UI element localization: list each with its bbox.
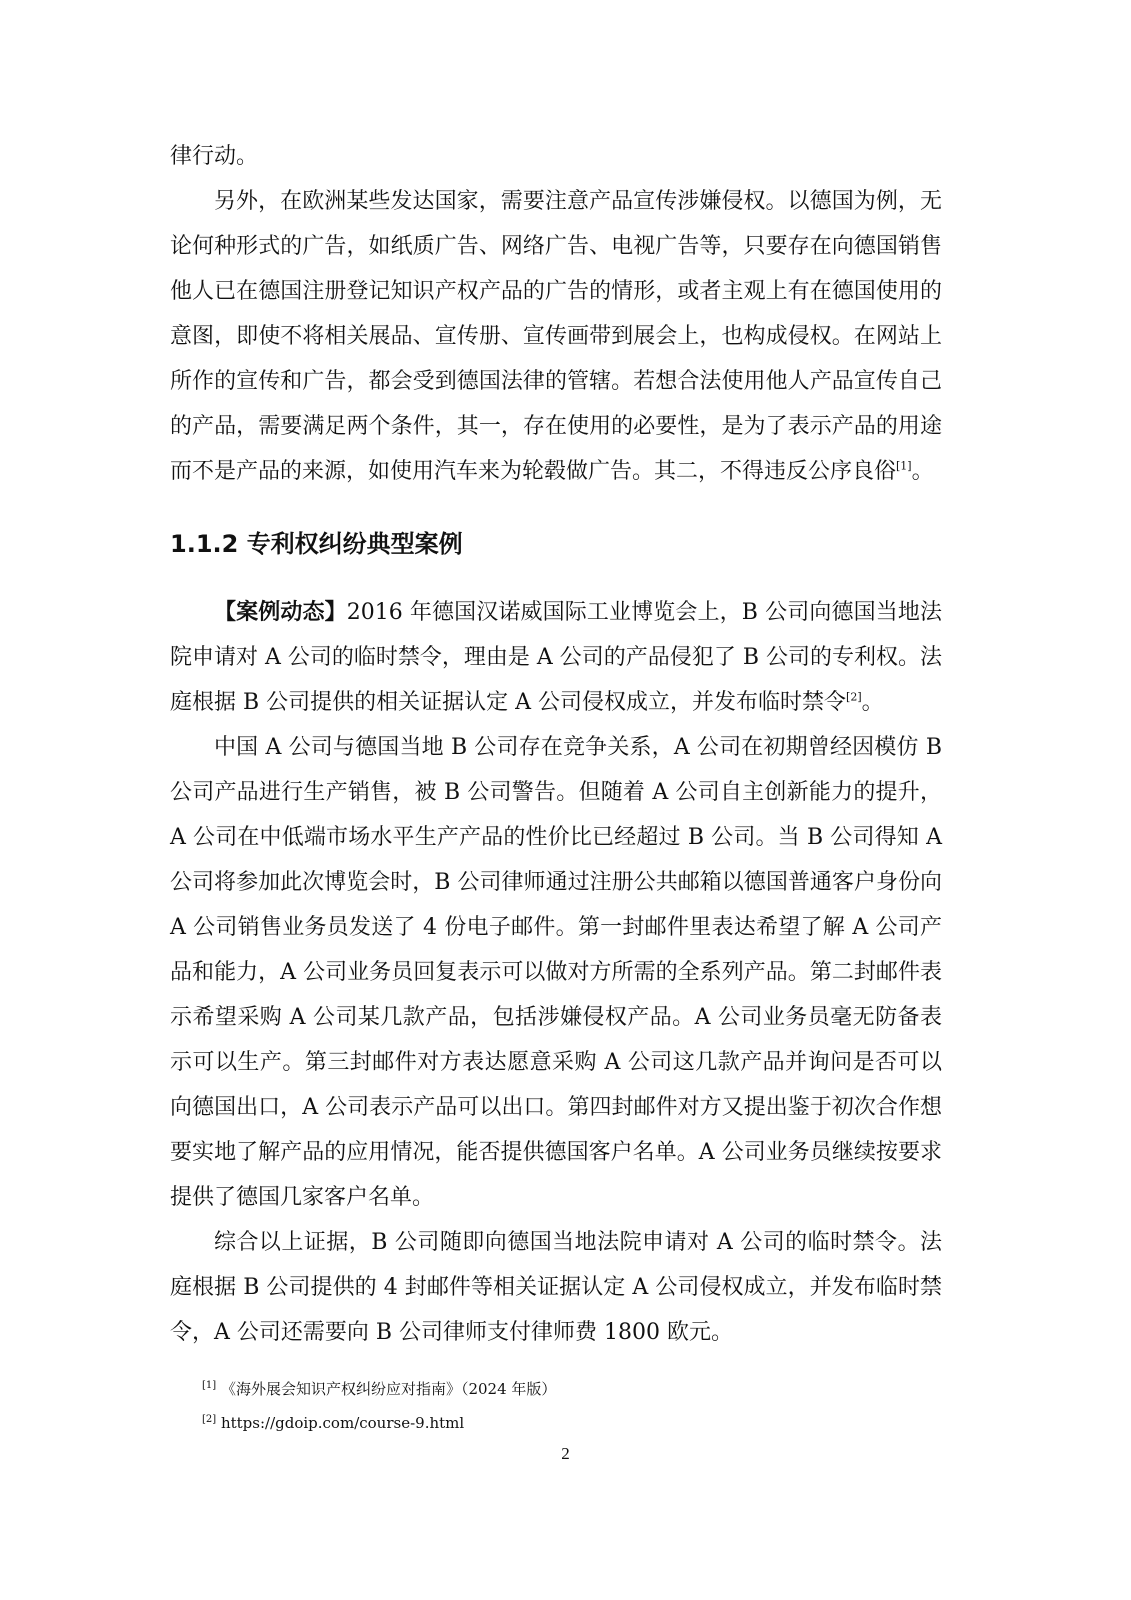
footnotes: [202, 1372, 942, 1440]
paragraph-text: 综合以上证据，B 公司随即向德国当地法院申请对 A 公司的临时禁令。法庭根据 B 公司提供的 4 封邮件等相关证据认定 A 公司侵权成立，并发布临时禁令，A 公司还需要向 B 公司律师支付律师费 1800 欧元。: [170, 1230, 942, 1345]
footnote-mark: [2]: [202, 1414, 217, 1425]
paragraph-text: 另外，在欧洲某些发达国家，需要注意产品宣传涉嫌侵权。以德国为例，无论何种形式的广告，如纸质广告、网络广告、电视广告等，只要存在向德国销售他人已在德国注册登记知识产权产品的广告的情形，或者主观上有在德国使用的意图，即使不将相关展品、宣传册、宣传画带到展会上，也构成侵权。在网站上所作的宣传和广告，都会受到德国法律的管辖。若想合法使用他人产品宣传自己的产品，需要满足两个条件，其一，存在使用的必要性，是为了表示产品的用途而不是产品的来源，如使用汽车来为轮毂做广告。其二，不得违反公序良俗: [170, 189, 942, 484]
footnote-mark: [1]: [202, 1380, 217, 1391]
case-lead-label: 【案例动态】: [214, 600, 347, 625]
footnote-text: 《海外展会知识产权纠纷应对指南》（2024 年版）: [220, 1380, 557, 1398]
footnote-1: [202, 1372, 942, 1406]
section-heading: 1.1.2 专利权纠纷典型案例: [170, 530, 463, 558]
paragraph-text: 中国 A 公司与德国当地 B 公司存在竞争关系，A 公司在初期曾经因模仿 B 公司产品进行生产销售，被 B 公司警告。但随着 A 公司自主创新能力的提升，A 公司在中低端市场水平生产产品的性价比已经超过 B 公司。当 B 公司得知 A 公司将参加此次博览会时，B 公司律师通过注册公共邮箱以德国普通客户身份向 A 公司销售业务员发送了 4 份电子邮件。第一封邮件里表达希望了解 A 公司产品和能力，A 公司业务员回复表示可以做对方所需的全系列产品。第二封邮件表示希望采购 A 公司某几款产品，包括涉嫌侵权产品。A 公司业务员毫无防备表示可以生产。第三封邮件对方表达愿意采购 A 公司这几款产品并询问是否可以向德国出口，A 公司表示产品可以出口。第四封邮件对方又提出鉴于初次合作想要实地了解产品的应用情况，能否提供德国客户名单。A 公司业务员继续按要求提供了德国几家客户名单。: [170, 735, 942, 1210]
paragraph-advertising: [170, 179, 942, 494]
paragraph-continuation: [170, 134, 942, 179]
body-content: [170, 134, 942, 1355]
page-number: 2: [561, 1444, 570, 1463]
footnote-2: [202, 1406, 942, 1440]
paragraph-conclusion: [170, 1220, 942, 1355]
footnote-link[interactable]: https://gdoip.com/course-9.html: [220, 1414, 465, 1432]
paragraph-tail: 。: [911, 459, 934, 484]
paragraph-background: [170, 725, 942, 1220]
paragraph-case: [170, 590, 942, 725]
footnote-ref-2[interactable]: [2]: [846, 690, 862, 704]
footnote-ref-1[interactable]: [1]: [896, 459, 912, 473]
paragraph-tail: 。: [861, 690, 884, 715]
paragraph-text: 律行动。: [170, 144, 259, 169]
paragraph-text: 2016 年德国汉诺威国际工业博览会上，B 公司向德国当地法院申请对 A 公司的临时禁令，理由是 A 公司的产品侵犯了 B 公司的专利权。法庭根据 B 公司提供的相关证据认定 A 公司侵权成立，并发布临时禁令: [170, 600, 942, 715]
